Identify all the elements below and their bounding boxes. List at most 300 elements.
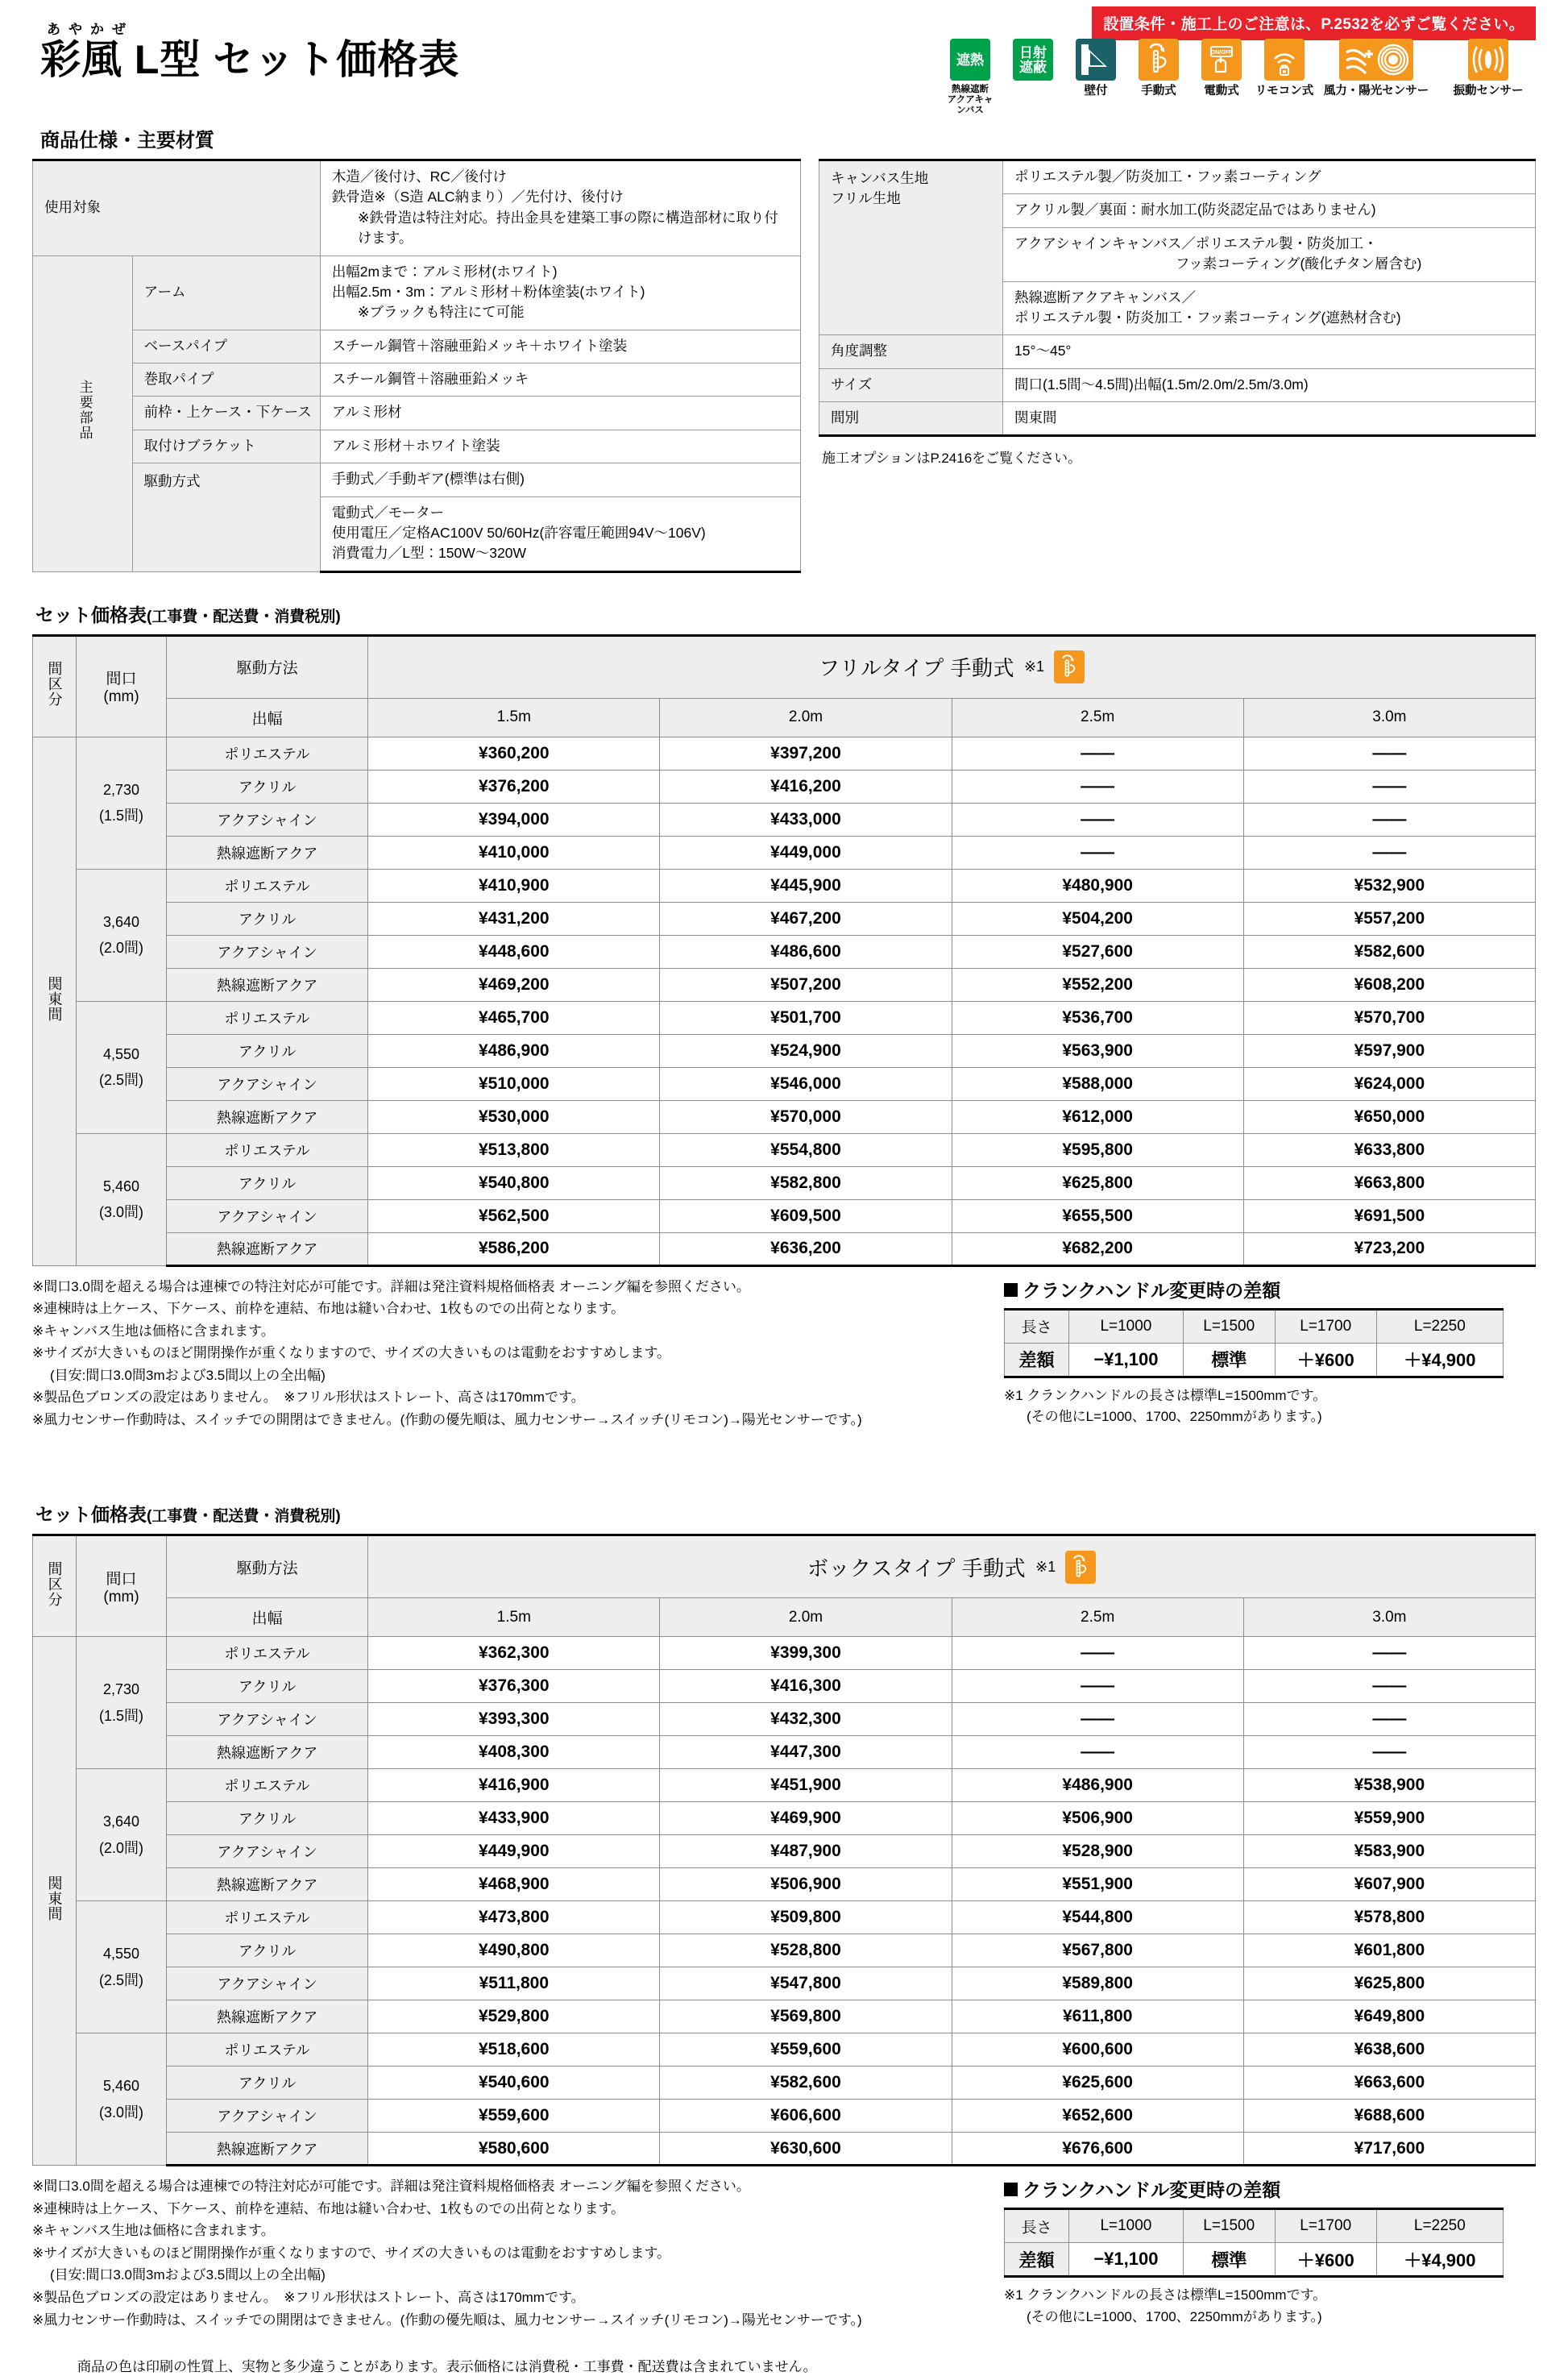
price-cell: ——: [1243, 803, 1535, 836]
table-row: [33, 836, 1536, 869]
price-cell: ——: [952, 836, 1243, 869]
spec-row-case: [33, 397, 801, 430]
price-cell: ¥663,800: [1243, 1166, 1535, 1199]
spec-row-size: [819, 368, 1536, 401]
note-line: ※製品色ブロンズの設定はありません。 ※フリル形状はストレート、高さは170mmです。: [32, 1389, 585, 1406]
spec-label: 駆動方式: [132, 463, 320, 572]
price-cell: ¥582,600: [660, 2067, 952, 2100]
spec-value: 電動式／モーター 使用電圧／定格AC100V 50/60Hz(許容電圧範囲94V〜106V) 消費電力／L型：150W〜320W: [320, 496, 800, 571]
spec-value: 手動式／手動ギア(標準は右側): [320, 463, 800, 496]
row-header-fabric: アクリル: [167, 1802, 368, 1835]
electric-caption: 電動式: [1204, 85, 1239, 98]
price-cell: ¥536,700: [952, 1001, 1243, 1034]
icon-cell-electric: [1194, 39, 1249, 98]
price-cell: ¥504,200: [952, 902, 1243, 935]
crank-title: [1004, 1276, 1536, 1302]
spec-row-rollpipe: [33, 363, 801, 397]
table-row: [33, 803, 1536, 836]
price-cell: ¥595,800: [952, 1133, 1243, 1166]
spec-label: サイズ: [819, 368, 1003, 401]
spec-row-canvas1: [819, 160, 1536, 194]
col-header-maguchi: 間口 (mm): [77, 1535, 167, 1637]
price-cell: ——: [1243, 737, 1535, 770]
table-row: [33, 737, 1536, 770]
table-row: [33, 1736, 1536, 1769]
spec-group-label: 主要部品: [33, 255, 133, 571]
price-table-frill-manual: [32, 634, 1536, 1267]
crank-note-2: (その他にL=1000、1700、2250mmがあります。): [1027, 2308, 1322, 2324]
type-title: ボックスタイプ 手動式: [807, 1556, 1027, 1581]
spec-label: アーム: [132, 255, 320, 330]
crank-diff-3: ＋¥4,900: [1376, 1343, 1503, 1377]
price-cell: ¥501,700: [660, 1001, 952, 1034]
crank-diff-table: [1004, 2208, 1504, 2278]
price-cell: ¥529,800: [368, 2000, 660, 2033]
crank-block-1: [1004, 1276, 1536, 1428]
note-line: ※連棟時は上ケース、下ケース、前枠を連結、布地は縫い合わせ、1枚ものでの出荷となります。: [32, 2200, 625, 2216]
spec-value: ポリエステル製／防炎加工・フッ素コーティング: [1003, 160, 1536, 194]
price-cell: ¥393,300: [368, 1703, 660, 1736]
price-cell: ¥652,600: [952, 2100, 1243, 2133]
spec-value: アクリル製／裏面：耐水加工(防炎認定品ではありません): [1003, 194, 1536, 227]
price-cell: ¥562,500: [368, 1199, 660, 1232]
price-cell: ¥433,900: [368, 1802, 660, 1835]
spec-row-angle: [819, 335, 1536, 368]
price-cell: ¥624,000: [1243, 1067, 1535, 1100]
price-cell: ¥600,600: [952, 2033, 1243, 2067]
price-cell: ——: [952, 1736, 1243, 1769]
electric-switch-icon: [1201, 39, 1242, 81]
price-cell: ¥540,800: [368, 1166, 660, 1199]
table-row: [33, 2000, 1536, 2033]
icon-cell-nissha: [1006, 39, 1060, 81]
table-row: [33, 869, 1536, 902]
table-row: [33, 935, 1536, 968]
price-cell: ¥360,200: [368, 737, 660, 770]
icon-cell-wall: [1068, 39, 1123, 98]
price-cell: ¥410,900: [368, 869, 660, 902]
row-header-fabric: ポリエステル: [167, 1001, 368, 1034]
note-line: ※間口3.0間を超える場合は連棟での特注対応が可能です。詳細は発注資料規格価格表 オーニング編を参照ください。: [32, 1278, 750, 1294]
table-row: [33, 770, 1536, 803]
row-header-fabric: アクリル: [167, 902, 368, 935]
crank-value-label: 差額: [1005, 2243, 1069, 2277]
crank-note: [1004, 1385, 1536, 1428]
row-header-maguchi: 2,730 (1.5間): [77, 1637, 167, 1769]
icon-cell-manual: [1131, 39, 1186, 98]
price-cell: ¥625,800: [952, 1166, 1243, 1199]
bullet-square: [1004, 1283, 1018, 1297]
crank-length-0: L=1000: [1069, 2209, 1184, 2243]
row-header-fabric: アクリル: [167, 1670, 368, 1703]
price-cell: ——: [1243, 1637, 1535, 1670]
price-cell: ¥376,200: [368, 770, 660, 803]
type-title: フリルタイプ 手動式: [819, 656, 1014, 681]
row-header-fabric: ポリエステル: [167, 1769, 368, 1802]
price-cell: ¥376,300: [368, 1670, 660, 1703]
wall-mount-caption: 壁付: [1084, 85, 1108, 98]
row-header-fabric: アクアシャイン: [167, 1703, 368, 1736]
type-note-mark: ※1: [1035, 1558, 1056, 1575]
row-header-maguchi: 5,460 (3.0間): [77, 2033, 167, 2166]
row-header-fabric: アクリル: [167, 1034, 368, 1067]
table-row: [33, 1835, 1536, 1868]
table-row: [33, 2067, 1536, 2100]
row-header-maguchi: 3,640 (2.0間): [77, 869, 167, 1001]
notes-block-1: [32, 1276, 983, 1431]
table-row: [33, 1100, 1536, 1133]
spec-value: アクアシャインキャンバス／ポリエステル製・防炎加工・ フッ素コーティング(酸化チタン層含む): [1003, 227, 1536, 281]
price-cell: ¥546,000: [660, 1067, 952, 1100]
price-cell: ¥506,900: [952, 1802, 1243, 1835]
row-header-fabric: 熱線遮断アクア: [167, 1868, 368, 1901]
price-cell: ¥468,900: [368, 1868, 660, 1901]
wind-sun-caption: 風力・陽光センサー: [1323, 85, 1429, 98]
price-cell: ¥636,200: [660, 1232, 952, 1265]
spec-value: 15°〜45°: [1003, 335, 1536, 368]
svg-text:ON/OFF: ON/OFF: [1210, 50, 1233, 56]
crank-note-1: ※1 クランクハンドルの長さは標準L=1500mmです。: [1004, 2287, 1327, 2303]
spec-value: スチール鋼管＋溶融亜鉛メッキ: [320, 363, 800, 397]
row-header-fabric: アクリル: [167, 1166, 368, 1199]
col-header-width-0: 1.5m: [368, 1598, 660, 1637]
crank-diff-2: ＋¥600: [1275, 2243, 1376, 2277]
option-note: 施工オプションはP.2416をご覧ください。: [822, 451, 1082, 467]
price-table-box-manual: [32, 1534, 1536, 2166]
price-cell: ¥528,800: [660, 1934, 952, 1967]
note-line: (目安:間口3.0間3mおよび3.5間以上の全出幅): [50, 2267, 326, 2283]
row-header-fabric: アクアシャイン: [167, 803, 368, 836]
price-cell: ¥394,000: [368, 803, 660, 836]
price-cell: ¥682,200: [952, 1232, 1243, 1265]
crank-length-0: L=1000: [1069, 1309, 1184, 1343]
row-header-kantou: 関東間: [33, 737, 77, 1265]
price-cell: ¥480,900: [952, 869, 1243, 902]
table-row: [33, 2133, 1536, 2166]
spec-value: スチール鋼管＋溶融亜鉛メッキ＋ホワイト塗装: [320, 330, 800, 363]
col-header-kubun: 間区分: [33, 635, 77, 737]
price-cell: ¥578,800: [1243, 1901, 1535, 1934]
spec-table-right: [819, 159, 1536, 437]
row-header-fabric: ポリエステル: [167, 1637, 368, 1670]
title-ruby: あやかぜ: [47, 22, 134, 37]
spec-row-usage: [33, 160, 801, 256]
price-cell: ¥510,000: [368, 1067, 660, 1100]
note-line: ※サイズが大きいものほど開閉操作が重くなりますので、サイズの大きいものは電動をおすすめします。: [32, 2245, 670, 2261]
price-cell: ¥625,800: [1243, 1967, 1535, 2000]
table-row: [33, 1967, 1536, 2000]
col-header-width-0: 1.5m: [368, 698, 660, 737]
price-cell: ¥408,300: [368, 1736, 660, 1769]
price-cell: ¥449,000: [660, 836, 952, 869]
price-cell: ¥589,800: [952, 1967, 1243, 2000]
price-cell: ¥609,500: [660, 1199, 952, 1232]
spec-row-arm: [33, 255, 801, 330]
price-cell: ¥717,600: [1243, 2133, 1535, 2166]
row-header-fabric: アクリル: [167, 2067, 368, 2100]
price-cell: ¥608,200: [1243, 968, 1535, 1001]
spec-value: 間口(1.5間〜4.5間)出幅(1.5m/2.0m/2.5m/3.0m): [1003, 368, 1536, 401]
price-cell: ¥688,600: [1243, 2100, 1535, 2133]
col-header-drive: 駆動方法: [167, 635, 368, 698]
price-cell: ¥551,900: [952, 1868, 1243, 1901]
table-row: [33, 1670, 1536, 1703]
manual-crank-icon: [1065, 1551, 1096, 1584]
price-cell: ¥649,800: [1243, 2000, 1535, 2033]
table-row: [33, 1901, 1536, 1934]
price-cell: ——: [1243, 770, 1535, 803]
crank-length-3: L=2250: [1376, 1309, 1503, 1343]
price-cell: ¥486,900: [368, 1034, 660, 1067]
price-cell: ¥582,800: [660, 1166, 952, 1199]
spec-value: アルミ形材: [320, 397, 800, 430]
price-cell: ¥467,200: [660, 902, 952, 935]
price-cell: ¥633,800: [1243, 1133, 1535, 1166]
price-cell: ¥507,200: [660, 968, 952, 1001]
price-section-title-1: [35, 600, 1536, 627]
remote-caption: リモコン式: [1255, 85, 1314, 98]
row-header-fabric: 熱線遮断アクア: [167, 1232, 368, 1265]
note-line: ※風力センサー作動時は、スイッチでの開閉はできません。(作動の優先順は、風力センサー→スイッチ(リモコン)→陽光センサーです。): [32, 1411, 862, 1427]
price-cell: ¥547,800: [660, 1967, 952, 2000]
price-cell: ¥557,200: [1243, 902, 1535, 935]
crank-length-3: L=2250: [1376, 2209, 1503, 2243]
price-cell: ¥410,000: [368, 836, 660, 869]
note-line: (目安:間口3.0間3mおよび3.5間以上の全出幅): [50, 1367, 326, 1383]
price-cell: ——: [952, 1703, 1243, 1736]
title-block: [40, 18, 459, 81]
price-cell: ¥611,800: [952, 2000, 1243, 2033]
price-cell: ¥650,000: [1243, 1100, 1535, 1133]
price-cell: ¥469,200: [368, 968, 660, 1001]
crank-diff-table: [1004, 1308, 1504, 1378]
price-cell: ¥655,500: [952, 1199, 1243, 1232]
price-cell: ——: [952, 1637, 1243, 1670]
price-cell: ¥527,600: [952, 935, 1243, 968]
row-header-fabric: アクアシャイン: [167, 935, 368, 968]
price-cell: ——: [1243, 1670, 1535, 1703]
table-row: [33, 968, 1536, 1001]
spec-value: 関東間: [1003, 402, 1536, 436]
price-cell: ¥723,200: [1243, 1232, 1535, 1265]
icon-cell-wind-sun: [1320, 39, 1433, 98]
price-cell: ¥511,800: [368, 1967, 660, 2000]
row-header-maguchi: 3,640 (2.0間): [77, 1769, 167, 1901]
note-line: ※サイズが大きいものほど開閉操作が重くなりますので、サイズの大きいものは電動をおすすめします。: [32, 1345, 670, 1361]
row-header-fabric: 熱線遮断アクア: [167, 2000, 368, 2033]
col-header-width-2: 2.5m: [952, 1598, 1243, 1637]
spec-row-kenbetsu: [819, 402, 1536, 436]
price-cell: ¥559,600: [660, 2033, 952, 2067]
price-cell: ¥465,700: [368, 1001, 660, 1034]
col-header-maguchi: 間口 (mm): [77, 635, 167, 737]
spec-value: 出幅2mまで：アルミ形材(ホワイト) 出幅2.5m・3m：アルミ形材＋粉体塗装(ホワイト) ※ブラックも特注にて可能: [320, 255, 800, 330]
spec-table-left: [32, 159, 801, 573]
spec-label: キャンバス生地 フリル生地: [819, 160, 1003, 335]
manual-crank-icon: [1054, 650, 1085, 683]
price-cell: ——: [952, 737, 1243, 770]
price-cell: ¥448,600: [368, 935, 660, 968]
crank-diff-2: ＋¥600: [1275, 1343, 1376, 1377]
crank-length-1: L=1500: [1183, 1309, 1275, 1343]
spec-label: 巻取パイプ: [132, 363, 320, 397]
price-cell: ¥506,900: [660, 1868, 952, 1901]
price-cell: ¥397,200: [660, 737, 952, 770]
price-cell: ¥554,800: [660, 1133, 952, 1166]
icon-cell-shanetsu: [943, 39, 998, 116]
table-row: [33, 1637, 1536, 1670]
price-cell: ¥469,900: [660, 1802, 952, 1835]
row-header-fabric: ポリエステル: [167, 869, 368, 902]
crank-note-2: (その他にL=1000、1700、2250mmがあります。): [1027, 1408, 1322, 1424]
price-cell: ¥486,600: [660, 935, 952, 968]
note-line: ※風力センサー作動時は、スイッチでの開閉はできません。(作動の優先順は、風力センサー→スイッチ(リモコン)→陽光センサーです。): [32, 2312, 862, 2328]
table-row: [33, 1703, 1536, 1736]
price-cell: ¥509,800: [660, 1901, 952, 1934]
spec-right-wrap: [819, 159, 1536, 467]
table-row: [33, 1067, 1536, 1100]
row-header-fabric: アクリル: [167, 1934, 368, 1967]
price-cell: ¥601,800: [1243, 1934, 1535, 1967]
row-header-fabric: アクアシャイン: [167, 1199, 368, 1232]
price-cell: ——: [1243, 1703, 1535, 1736]
col-header-drive: 駆動方法: [167, 1535, 368, 1598]
price-cell: ¥416,900: [368, 1769, 660, 1802]
row-header-fabric: アクアシャイン: [167, 1967, 368, 2000]
price-cell: ¥586,200: [368, 1232, 660, 1265]
row-header-maguchi: 2,730 (1.5間): [77, 737, 167, 869]
price-cell: ¥445,900: [660, 869, 952, 902]
price-table-type-header: [368, 1535, 1536, 1598]
notes-block-2: [32, 2175, 983, 2331]
col-header-width-1: 2.0m: [660, 1598, 952, 1637]
row-header-maguchi: 4,550 (2.5間): [77, 1901, 167, 2033]
price-cell: ¥559,900: [1243, 1802, 1535, 1835]
row-header-fabric: アクアシャイン: [167, 2100, 368, 2133]
crank-header-label: 長さ: [1005, 2209, 1069, 2243]
crank-diff-1: 標準: [1183, 1343, 1275, 1377]
crank-title-text: クランクハンドル変更時の差額: [1023, 2179, 1281, 2201]
price-cell: ¥570,000: [660, 1100, 952, 1133]
price-cell: ¥416,200: [660, 770, 952, 803]
note-line: ※キャンバス生地は価格に含まれます。: [32, 2223, 275, 2239]
price-cell: ¥569,800: [660, 2000, 952, 2033]
row-header-fabric: 熱線遮断アクア: [167, 2133, 368, 2166]
row-header-fabric: 熱線遮断アクア: [167, 1100, 368, 1133]
row-header-fabric: アクリル: [167, 770, 368, 803]
price-cell: ¥612,000: [952, 1100, 1243, 1133]
col-header-kubun: 間区分: [33, 1535, 77, 1637]
price-cell: ¥513,800: [368, 1133, 660, 1166]
table-row: [33, 1868, 1536, 1901]
section-title-main: セット価格表: [35, 604, 147, 625]
table-row: [33, 2033, 1536, 2067]
price-cell: ¥563,900: [952, 1034, 1243, 1067]
price-cell: ¥399,300: [660, 1637, 952, 1670]
crank-length-2: L=1700: [1275, 2209, 1376, 2243]
crank-diff-3: ＋¥4,900: [1376, 2243, 1503, 2277]
price-cell: ——: [952, 1670, 1243, 1703]
crank-value-label: 差額: [1005, 1343, 1069, 1377]
sun-sensor-icon: [1373, 39, 1413, 81]
table-row: [33, 1802, 1536, 1835]
type-note-mark: ※1: [1023, 658, 1045, 675]
col-header-deha: 出幅: [167, 698, 368, 737]
crank-length-1: L=1500: [1183, 2209, 1275, 2243]
bullet-square: [1004, 2183, 1018, 2196]
price-cell: ——: [952, 770, 1243, 803]
price-cell: ¥431,200: [368, 902, 660, 935]
crank-diff-0: −¥1,100: [1069, 1343, 1184, 1377]
price-cell: ¥538,900: [1243, 1769, 1535, 1802]
price-cell: ¥630,600: [660, 2133, 952, 2166]
page-header: [32, 0, 1536, 121]
table-row: [33, 2100, 1536, 2133]
price-cell: ¥490,800: [368, 1934, 660, 1967]
page-title: 彩風 L型 セット価格表: [40, 37, 460, 82]
row-header-fabric: ポリエステル: [167, 737, 368, 770]
price-cell: ¥582,600: [1243, 935, 1535, 968]
price-cell: ¥451,900: [660, 1769, 952, 1802]
row-header-kantou: 関東間: [33, 1637, 77, 2166]
table-row: [33, 1934, 1536, 1967]
crank-block-2: [1004, 2175, 1536, 2328]
spec-value: アルミ形材＋ホワイト塗装: [320, 430, 800, 463]
spec-label: 取付けブラケット: [132, 430, 320, 463]
below-table-1: [32, 1276, 1536, 1431]
manual-crank-icon: [1139, 39, 1179, 81]
spec-label: ベースパイプ: [132, 330, 320, 363]
row-header-fabric: 熱線遮断アクア: [167, 968, 368, 1001]
col-header-width-3: 3.0m: [1243, 1598, 1535, 1637]
spec-row-bracket: [33, 430, 801, 463]
section-title-paren: (工事費・配送費・消費税別): [147, 1508, 341, 1526]
table-row: [33, 902, 1536, 935]
price-cell: ¥580,600: [368, 2133, 660, 2166]
crank-diff-0: −¥1,100: [1069, 2243, 1184, 2277]
section-title-paren: (工事費・配送費・消費税別): [147, 608, 341, 625]
vibration-caption: 振動センサー: [1453, 85, 1524, 98]
spec-row-basepipe: [33, 330, 801, 363]
spec-value: 熱線遮断アクアキャンバス／ ポリエステル製・防炎加工・フッ素コーティング(遮熱材含む): [1003, 281, 1536, 335]
note-line: ※連棟時は上ケース、下ケース、前枠を連結、布地は縫い合わせ、1枚ものでの出荷となります。: [32, 1301, 625, 1317]
note-line: ※間口3.0間を超える場合は連棟での特注対応が可能です。詳細は発注資料規格価格表 オーニング編を参照ください。: [32, 2179, 750, 2195]
icon-cell-remote: [1257, 39, 1312, 98]
price-section-title-2: [35, 1500, 1536, 1527]
price-cell: ¥638,600: [1243, 2033, 1535, 2067]
table-row: [33, 1133, 1536, 1166]
col-header-deha: 出幅: [167, 1598, 368, 1637]
price-cell: ¥567,800: [952, 1934, 1243, 1967]
row-header-fabric: ポリエステル: [167, 1901, 368, 1934]
row-header-fabric: アクアシャイン: [167, 1835, 368, 1868]
price-cell: ¥449,900: [368, 1835, 660, 1868]
nissha-shahei-badge: 日射 遮蔽: [1013, 39, 1053, 81]
table-row: [33, 1199, 1536, 1232]
note-line: ※キャンバス生地は価格に含まれます。: [32, 1323, 275, 1339]
col-header-width-3: 3.0m: [1243, 698, 1535, 737]
price-cell: ¥663,600: [1243, 2067, 1535, 2100]
price-cell: ¥416,300: [660, 1670, 952, 1703]
table-row: [33, 1166, 1536, 1199]
table-row: [33, 1034, 1536, 1067]
manual-caption: 手動式: [1141, 85, 1176, 98]
price-cell: ¥528,900: [952, 1835, 1243, 1868]
price-cell: ¥691,500: [1243, 1199, 1535, 1232]
price-cell: ¥433,000: [660, 803, 952, 836]
installation-notice-banner: 設置条件・施工上のご注意は、P.2532を必ずご覧ください。: [1092, 6, 1536, 40]
price-cell: ——: [1243, 1736, 1535, 1769]
